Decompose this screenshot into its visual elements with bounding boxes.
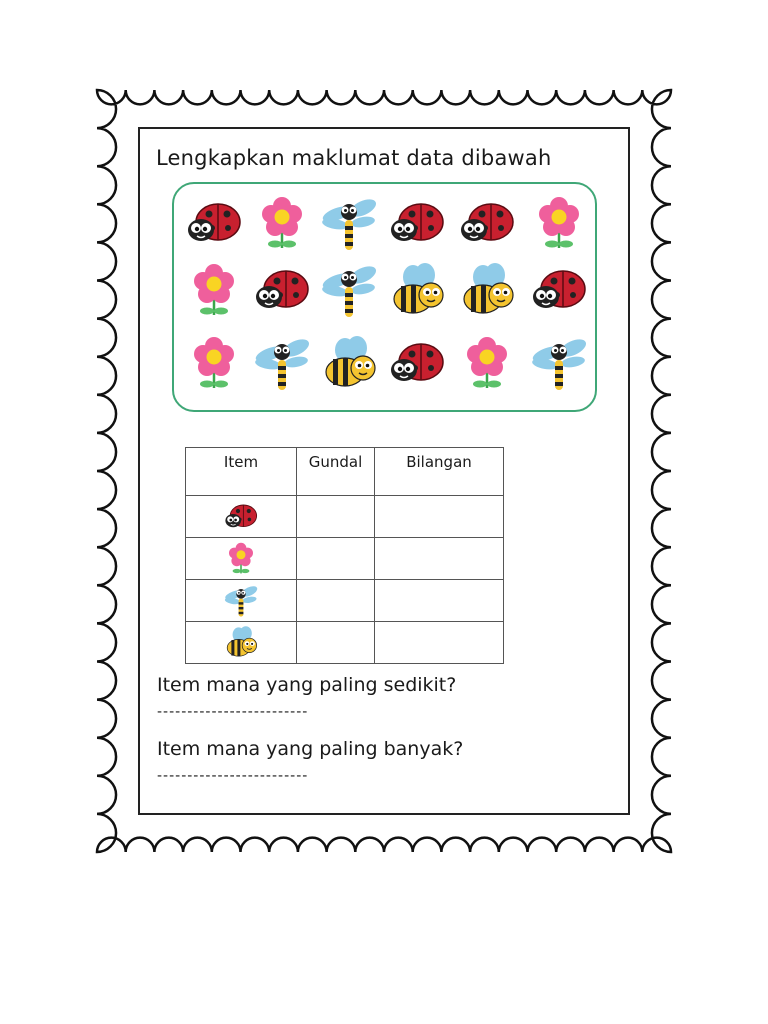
grid-cell <box>252 261 312 321</box>
bilangan-cell[interactable] <box>375 580 504 622</box>
flower-icon <box>184 261 244 321</box>
dragonfly-icon <box>252 334 312 394</box>
worksheet-title: Lengkapkan maklumat data dibawah <box>156 146 552 170</box>
grid-cell <box>387 261 447 321</box>
row-icon-cell <box>186 496 297 538</box>
table-row <box>186 496 504 538</box>
grid-cell <box>252 194 312 254</box>
grid-cell <box>184 334 244 394</box>
bilangan-cell[interactable] <box>375 538 504 580</box>
flower-icon <box>184 334 244 394</box>
flower-icon <box>252 194 312 254</box>
answer-line-least[interactable]: ------------------------- <box>157 704 309 720</box>
ladybug-icon <box>223 499 259 535</box>
grid-cell <box>457 194 517 254</box>
grid-cell <box>184 261 244 321</box>
tally-table <box>185 447 504 664</box>
grid-cell <box>319 261 379 321</box>
grid-cell <box>319 334 379 394</box>
row-icon-cell <box>186 580 297 622</box>
answer-line-most[interactable]: ------------------------- <box>157 768 309 784</box>
dragonfly-icon <box>319 261 379 321</box>
ladybug-icon <box>457 194 517 254</box>
table-row <box>186 622 504 664</box>
grid-cell <box>184 194 244 254</box>
header-bilangan: Bilangan <box>375 448 504 496</box>
bilangan-cell[interactable] <box>375 622 504 664</box>
table-row <box>186 538 504 580</box>
ladybug-icon <box>184 194 244 254</box>
grid-cell <box>252 334 312 394</box>
grid-cell <box>529 334 589 394</box>
dragonfly-icon <box>223 583 259 619</box>
gundal-cell[interactable] <box>297 622 375 664</box>
ladybug-icon <box>387 334 447 394</box>
ladybug-icon <box>252 261 312 321</box>
bee-icon <box>457 261 517 321</box>
bilangan-cell[interactable] <box>375 496 504 538</box>
bee-icon <box>387 261 447 321</box>
question-least: Item mana yang paling sedikit? <box>157 674 457 696</box>
grid-cell <box>387 334 447 394</box>
grid-cell <box>457 334 517 394</box>
gundal-cell[interactable] <box>297 538 375 580</box>
grid-cell <box>319 194 379 254</box>
gundal-cell[interactable] <box>297 580 375 622</box>
flower-icon <box>457 334 517 394</box>
gundal-cell[interactable] <box>297 496 375 538</box>
ladybug-icon <box>387 194 447 254</box>
header-gundal: Gundal <box>297 448 375 496</box>
row-icon-cell <box>186 538 297 580</box>
grid-cell <box>529 261 589 321</box>
row-icon-cell <box>186 622 297 664</box>
grid-cell <box>529 194 589 254</box>
grid-cell <box>387 194 447 254</box>
table-row <box>186 580 504 622</box>
ladybug-icon <box>529 261 589 321</box>
flower-icon <box>223 541 259 577</box>
bee-icon <box>223 625 259 661</box>
grid-cell <box>457 261 517 321</box>
bee-icon <box>319 334 379 394</box>
picture-panel <box>172 182 597 412</box>
dragonfly-icon <box>529 334 589 394</box>
question-most: Item mana yang paling banyak? <box>157 738 464 760</box>
dragonfly-icon <box>319 194 379 254</box>
table-header-row <box>186 448 504 496</box>
header-item: Item <box>186 448 297 496</box>
flower-icon <box>529 194 589 254</box>
